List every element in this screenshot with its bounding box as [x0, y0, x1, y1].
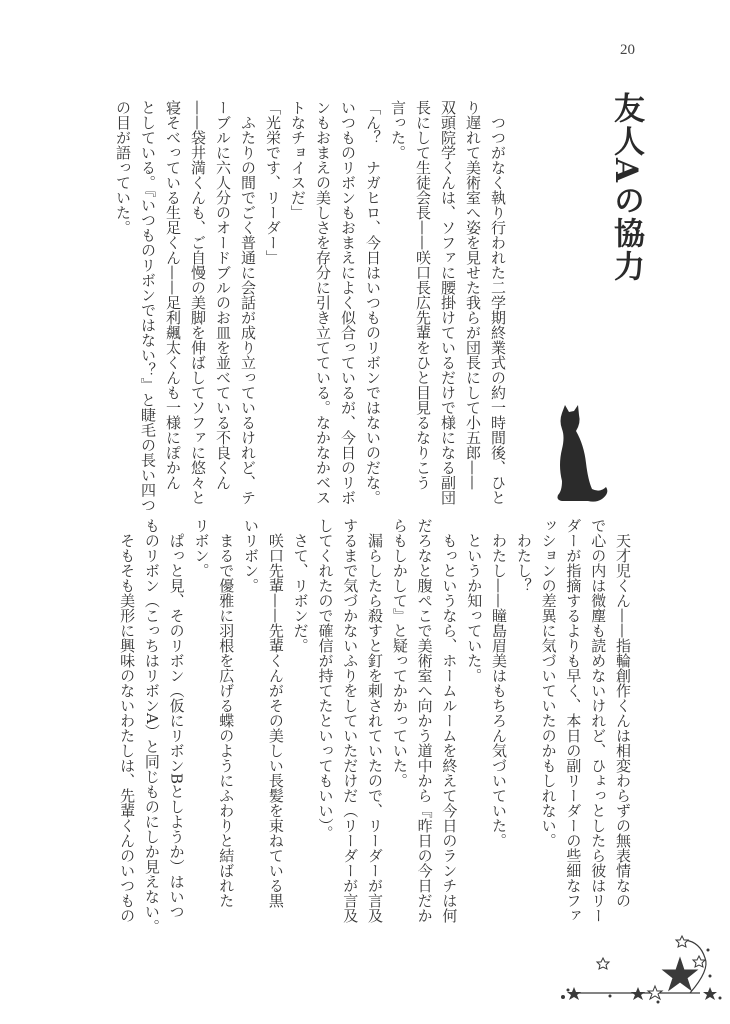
chapter-title: 友人Aの協力: [608, 92, 644, 284]
text-column: というか知っていた。: [465, 518, 484, 683]
text-column: そもそも美形に興味のないわたしは、先輩くんのいつもの: [118, 518, 137, 923]
text-column: としている。『いつものリボンではない？』と睫毛の長い四つ: [139, 100, 157, 513]
text-column: わたし——瞳島眉美はもちろん気づいていた。: [490, 518, 509, 848]
text-column: 言った。: [389, 100, 407, 160]
text-column: ——袋井満くんも、ご自慢の美脚を伸ばしてソファに悠々と: [189, 100, 207, 505]
text-column: いつものリボンもおまえによく似合っているが、今日のリボ: [339, 100, 357, 505]
text-column: 寝そべっている生足くん——足利飆太くんも一様にぽかん: [164, 100, 182, 490]
text-column: の目が語っていた。: [114, 100, 132, 235]
text-column: 長にして生徒会長——咲口長広先輩をひと目見るなりこう: [414, 100, 432, 490]
text-column: り遅れて美術室へ姿を見せた我らが団長にして小五郎——: [464, 100, 482, 490]
text-column: だろなと腹ぺこで美術室へ向かう道中から『昨日の今日だか: [415, 518, 434, 923]
text-column: 咲口先輩——先輩くんがその美しい長髪を束ねている黒: [266, 518, 285, 908]
text-column: わたし？: [514, 518, 533, 593]
page-number: 20: [620, 42, 635, 58]
text-column: ンもおまえの美しさを存分に引き立てている。なかなかベス: [314, 100, 332, 505]
text-column: 「光栄です、リーダー」: [264, 100, 282, 265]
text-column: で心の内は微塵も読めないけれど、ひょっとしたら彼はリー: [589, 518, 608, 923]
text-column: 漏らしたら殺すと釘を刺されていたので、リーダーが言及: [366, 518, 385, 923]
text-column: リボン。: [192, 518, 211, 578]
text-column: 双頭院学くんは、ソファに腰掛けているだけで様になる副団: [439, 100, 457, 505]
text-column: 「ん？ ナガヒロ、今日はいつものリボンではないのだな。: [364, 100, 382, 505]
text-column: ダーが指摘するよりも早く、本日の副リーダーの些細なファ: [564, 518, 583, 923]
text-column: つつがなく執り行われた二学期終業式の約一時間後、ひと: [489, 100, 507, 505]
text-column: さて、リボンだ。: [291, 518, 310, 653]
text-column: いリボン。: [242, 518, 261, 593]
cat-silhouette-icon: [548, 405, 610, 505]
body-text-lower: [114, 518, 635, 934]
text-column: まるで優雅に羽根を広げる蝶のようにふわりと結ばれた: [217, 518, 236, 908]
text-column: 天才児くん——指輪創作くんは相変わらずの無表情なの: [614, 518, 632, 908]
text-column: ふたりの間でごく普通に会話が成り立っているけれど、テ: [239, 100, 257, 505]
text-column: らもしかして』と疑ってかかっていた。: [390, 518, 409, 788]
text-column: もっというなら、ホームルームを終えて今日のランチは何: [440, 518, 459, 923]
text-column: してくれたので確信が持てたといってもいい）。: [316, 518, 335, 841]
text-column: ッションの差異に気づいていたのかもしれない。: [539, 518, 558, 848]
text-column: するまで気づかないふりをしていただけだ（リーダーが言及: [341, 518, 360, 923]
stars-ornament-icon: [560, 930, 730, 1005]
body-text-upper: [110, 100, 510, 513]
text-column: ぱっと見、そのリボン（仮にリボンBとしようか）はいつ: [167, 518, 186, 920]
text-column: ものリボン（こっちはリボンA）と同じものにしか見えない。: [142, 518, 161, 934]
text-column: ーブルに六人分のオードブルのお皿を並べている不良くん: [214, 100, 232, 490]
text-column: トなチョイスだ」: [289, 100, 307, 220]
